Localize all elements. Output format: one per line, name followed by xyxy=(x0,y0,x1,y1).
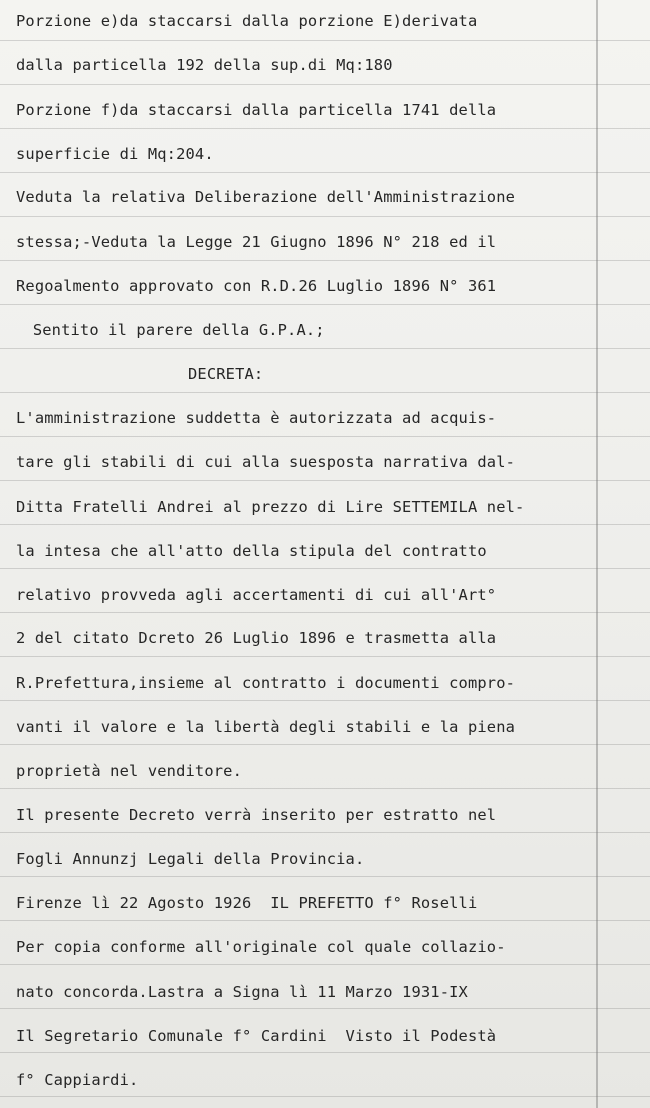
text-line: Porzione f)da staccarsi dalla particella 1741 della xyxy=(16,101,497,119)
text-line: superficie di Mq:204. xyxy=(16,145,214,163)
text-line: Regoalmento approvato con R.D.26 Luglio 1896 N° 361 xyxy=(16,277,497,295)
signature-line: f° Cappiardi. xyxy=(16,1071,139,1089)
text-line: Veduta la relativa Deliberazione dell'Amministrazione xyxy=(16,188,516,206)
text-line: vanti il valore e la libertà degli stabili e la piena xyxy=(16,718,516,736)
heading-decreta: DECRETA: xyxy=(188,365,264,383)
text-line: Per copia conforme all'originale col quale collazio- xyxy=(16,938,506,956)
date-signature-line: Firenze lì 22 Agosto 1926 IL PREFETTO f° Roselli xyxy=(16,894,478,912)
text-line: stessa;-Veduta la Legge 21 Giugno 1896 N° 218 ed il xyxy=(16,233,497,251)
text-line: R.Prefettura,insieme al contratto i documenti compro- xyxy=(16,674,516,692)
signature-line: Il Segretario Comunale f° Cardini Visto il Podestà xyxy=(16,1027,497,1045)
text-line: Ditta Fratelli Andrei al prezzo di Lire SETTEMILA nel- xyxy=(16,498,525,516)
text-line: relativo provveda agli accertamenti di cui all'Art° xyxy=(16,586,497,604)
text-line: tare gli stabili di cui alla suesposta narrativa dal- xyxy=(16,453,516,471)
text-line: Il presente Decreto verrà inserito per estratto nel xyxy=(16,806,497,824)
text-line: Porzione e)da staccarsi dalla porzione E)derivata xyxy=(16,12,478,30)
text-line: la intesa che all'atto della stipula del contratto xyxy=(16,542,487,560)
text-line: Sentito il parere della G.P.A.; xyxy=(14,321,325,339)
text-line: 2 del citato Dcreto 26 Luglio 1896 e trasmetta alla xyxy=(16,629,497,647)
text-line: proprietà nel venditore. xyxy=(16,762,242,780)
text-line: nato concorda.Lastra a Signa lì 11 Marzo 1931-IX xyxy=(16,983,468,1001)
text-line: L'amministrazione suddetta è autorizzata ad acquis- xyxy=(16,409,497,427)
text-line: Fogli Annunzj Legali della Provincia. xyxy=(16,850,365,868)
text-line: dalla particella 192 della sup.di Mq:180 xyxy=(16,56,393,74)
